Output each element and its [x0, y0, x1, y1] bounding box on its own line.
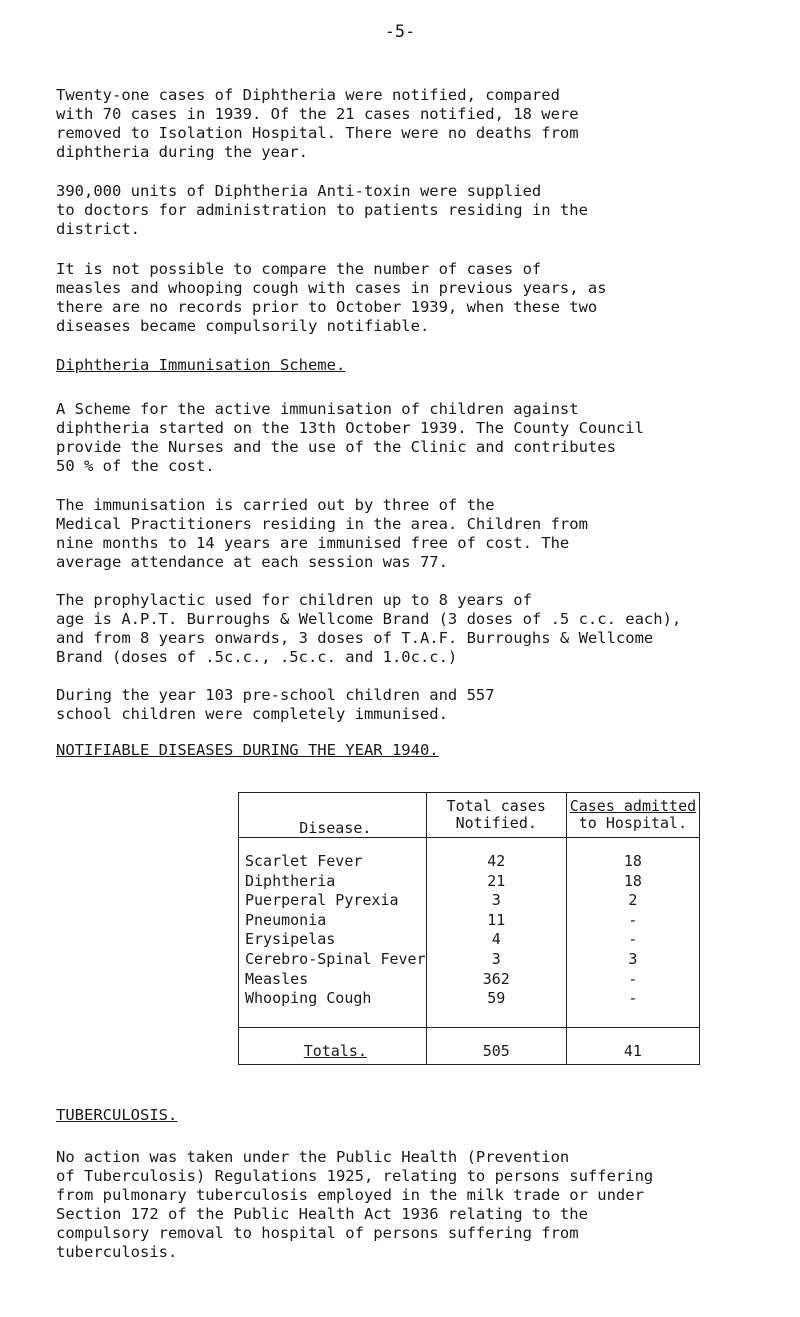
cell-admitted: 2 — [566, 891, 699, 911]
page-number: -5- — [384, 22, 416, 42]
cell-admitted: - — [566, 970, 699, 990]
cell-admitted: - — [566, 989, 699, 1027]
paragraph-diphtheria-cases: Twenty-one cases of Diphtheria were notified, compared with 70 cases in 1939. Of the 21 cases notified, 18 were removed to Isolation Hospital. There were no deaths from diphtheria during the year. — [56, 86, 579, 161]
paragraph-tuberculosis: No action was taken under the Public Health (Prevention of Tuberculosis) Regulations 1925, relating to persons suffering from pulmonary tuberculosis employed in the milk trade or under Section 172 of the Public Health Act 1936 relating to the compulsory removal to hospital of persons suffering from tuberculosis. — [56, 1148, 654, 1261]
paragraph-antitoxin: 390,000 units of Diphtheria Anti-toxin were supplied to doctors for administration to patients residing in the district. — [56, 182, 588, 238]
paragraph-prophylactic: The prophylactic used for children up to 8 years of age is A.P.T. Burroughs & Wellcome Brand (3 doses of .5 c.c. each), and from 8 years onwards, 3 doses of T.A.F. Burroughs & Wellcome Brand (doses of .5c.c., .5c.c. and 1.0c.c.) — [56, 591, 682, 666]
header-total-notified: Total cases Notified. — [426, 793, 566, 838]
notifiable-diseases-table — [238, 792, 700, 1065]
table-row — [239, 891, 700, 911]
cell-admitted: - — [566, 930, 699, 950]
cell-notified: 42 — [426, 838, 566, 872]
table-row — [239, 989, 700, 1027]
table-row — [239, 911, 700, 931]
cell-notified: 59 — [426, 989, 566, 1027]
heading-notifiable-diseases: NOTIFIABLE DISEASES DURING THE YEAR 1940. — [56, 741, 439, 759]
cell-disease: Cerebro-Spinal Fever — [239, 950, 427, 970]
totals-admitted: 41 — [566, 1027, 699, 1064]
heading-tuberculosis: TUBERCULOSIS. — [56, 1106, 178, 1124]
header-admitted-hospital: Cases admitted to Hospital. — [566, 793, 699, 838]
cell-notified: 3 — [426, 891, 566, 911]
paragraph-immunised-count: During the year 103 pre-school children and 557 school children were completely immunised. — [56, 686, 495, 723]
table-row — [239, 950, 700, 970]
table-row — [239, 838, 700, 872]
paragraph-measles-whooping: It is not possible to compare the number of cases of measles and whooping cough with cases in previous years, as there are no records prior to October 1939, when these two diseases became compulsorily notifiable. — [56, 260, 607, 335]
table-header-row — [239, 793, 700, 838]
heading-immunisation-scheme: Diphtheria Immunisation Scheme. — [56, 356, 346, 374]
cell-disease: Scarlet Fever — [239, 838, 427, 872]
cell-admitted: 3 — [566, 950, 699, 970]
header-disease: Disease. — [239, 793, 427, 838]
cell-admitted: - — [566, 911, 699, 931]
table-row — [239, 872, 700, 892]
totals-notified: 505 — [426, 1027, 566, 1064]
table-totals-row — [239, 1027, 700, 1064]
cell-disease: Puerperal Pyrexia — [239, 891, 427, 911]
cell-notified: 11 — [426, 911, 566, 931]
cell-disease: Measles — [239, 970, 427, 990]
cell-notified: 362 — [426, 970, 566, 990]
cell-notified: 4 — [426, 930, 566, 950]
cell-notified: 21 — [426, 872, 566, 892]
cell-disease: Whooping Cough — [239, 989, 427, 1027]
table-row — [239, 970, 700, 990]
table-row — [239, 930, 700, 950]
cell-disease: Erysipelas — [239, 930, 427, 950]
cell-admitted: 18 — [566, 838, 699, 872]
cell-disease: Diphtheria — [239, 872, 427, 892]
cell-disease: Pneumonia — [239, 911, 427, 931]
cell-admitted: 18 — [566, 872, 699, 892]
paragraph-immunisation: The immunisation is carried out by three of the Medical Practitioners residing in the area. Children from nine months to 14 years are immunised free of cost. The average attendance at each session was 77. — [56, 496, 588, 571]
cell-notified: 3 — [426, 950, 566, 970]
totals-label: Totals. — [239, 1027, 427, 1064]
paragraph-scheme: A Scheme for the active immunisation of children against diphtheria started on the 13th October 1939. The County Council provide the Nurses and the use of the Clinic and contributes 50 % of the cost. — [56, 400, 644, 475]
